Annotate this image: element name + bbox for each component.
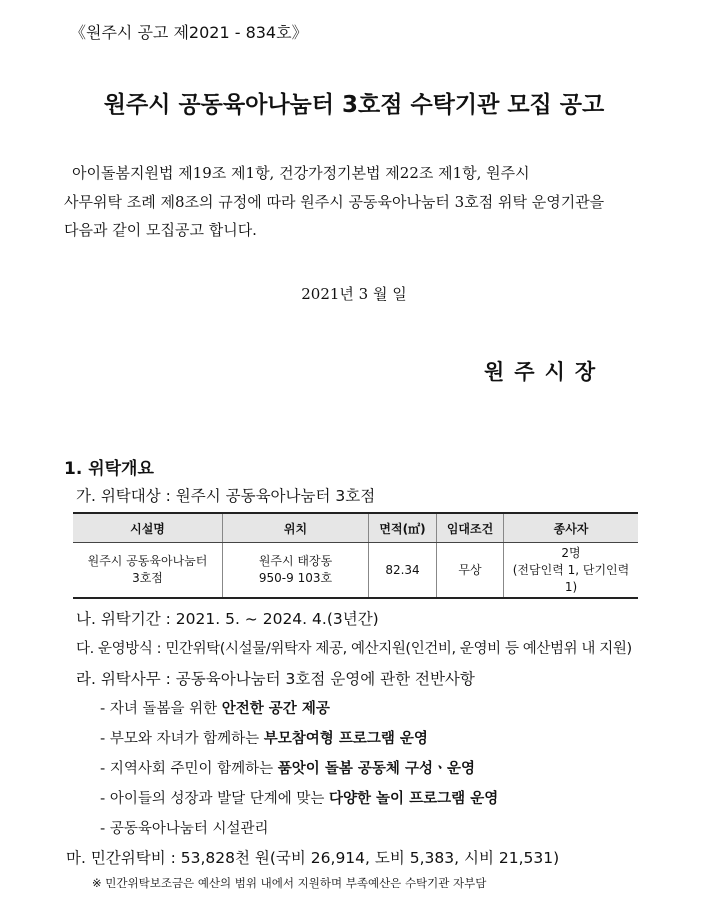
cell-area: 82.34 — [369, 543, 437, 599]
task-2-text: - 부모와 자녀가 함께하는 — [100, 731, 264, 747]
header-lease: 임대조건 — [437, 513, 504, 543]
cell-staff — [504, 543, 639, 599]
footnote: ※ 민간위탁보조금은 예산의 범위 내에서 지원하며 부족예산은 수탁기관 자부담 — [92, 876, 487, 890]
task-4-emphasis: 다양한 놀이 프로그램 운영 — [328, 791, 499, 807]
cell-name — [73, 543, 223, 599]
facility-table — [73, 512, 638, 599]
cell-location-line2: 950-9 103호 — [258, 571, 333, 585]
section-heading: 1. 위탁개요 — [64, 459, 154, 479]
document-title: 원주시 공동육아나눔터 3호점 수탁기관 모집 공고 — [103, 92, 605, 118]
item-method: 다. 운영방식 : 민간위탁(시설물/위탁자 제공, 예산지원(인건비, 운영비 등 예산범위 내 지원) — [76, 641, 632, 657]
task-2 — [100, 727, 428, 748]
task-1-text: - 자녀 돌봄을 위한 — [100, 701, 222, 717]
header-area: 면적(㎡) — [369, 513, 437, 543]
issuer-name: 원주시장 — [484, 360, 606, 384]
item-duties: 라. 위탁사무 : 공동육아나눔터 3호점 운영에 관한 전반사항 — [76, 670, 475, 688]
header-name: 시설명 — [73, 513, 223, 543]
intro-line-3: 다음과 같이 모집공고 합니다. — [64, 221, 257, 239]
task-3 — [100, 757, 475, 778]
task-3-text: - 지역사회 주민이 함께하는 — [100, 761, 278, 777]
item-period: 나. 위탁기간 : 2021. 5. ~ 2024. 4.(3년간) — [76, 610, 379, 628]
cell-location-line1: 원주시 태장동 — [258, 554, 333, 568]
header-location: 위치 — [223, 513, 369, 543]
task-5-text: - 공동육아나눔터 시설관리 — [100, 821, 269, 837]
item-target: 가. 위탁대상 : 원주시 공동육아나눔터 3호점 — [76, 487, 376, 505]
notice-date: 2021년 3 월 일 — [301, 285, 407, 303]
task-4-text: - 아이들의 성장과 발달 단계에 맞는 — [100, 791, 329, 807]
cell-location — [223, 543, 369, 599]
intro-line-1: 아이돌봄지원법 제19조 제1항, 건강가정기본법 제22조 제1항, 원주시 — [72, 164, 530, 182]
task-2-emphasis: 부모참여형 프로그램 운영 — [263, 731, 428, 747]
task-1-emphasis: 안전한 공간 제공 — [221, 701, 330, 717]
item-cost: 마. 민간위탁비 : 53,828천 원(국비 26,914, 도비 5,383, 시비 21,531) — [66, 849, 560, 867]
intro-line-2: 사무위탁 조례 제8조의 규정에 따라 원주시 공동육아나눔터 3호점 위탁 운영기관을 — [64, 193, 605, 211]
notice-number: 《원주시 공고 제2021 - 834호》 — [70, 23, 308, 42]
cell-name-line2: 3호점 — [132, 571, 163, 585]
table-row — [73, 543, 638, 599]
task-1 — [100, 697, 330, 718]
task-3-emphasis: 품앗이 돌봄 공동체 구성ㆍ운영 — [277, 761, 475, 777]
task-5 — [100, 817, 269, 838]
task-4 — [100, 787, 498, 808]
cell-staff-line1: 2명 — [561, 545, 581, 560]
cell-name-line1: 원주시 공동육아나눔터 — [87, 554, 208, 568]
header-staff: 종사자 — [504, 513, 639, 543]
cell-staff-line2: (전담인력 1, 단기인력 1) — [512, 562, 630, 594]
cell-lease: 무상 — [437, 543, 504, 599]
